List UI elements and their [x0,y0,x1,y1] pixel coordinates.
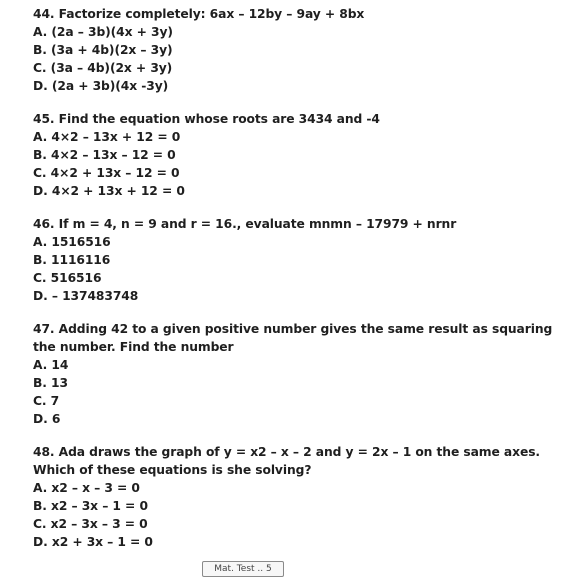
option-b: B. 13 [33,376,68,390]
question-45 [33,110,553,200]
quiz-content [33,5,553,566]
option-d: D. 4×2 + 13x + 12 = 0 [33,184,185,198]
option-d: D. 6 [33,412,61,426]
option-c: C. x2 – 3x – 3 = 0 [33,517,148,531]
option-b: B. 4×2 – 13x – 12 = 0 [33,148,176,162]
option-b: B. 1116116 [33,253,111,267]
option-a: A. (2a – 3b)(4x + 3y) [33,25,173,39]
option-a: A. x2 – x – 3 = 0 [33,481,140,495]
option-c: C. 516516 [33,271,102,285]
question-44 [33,5,553,95]
question-text: 46. If m = 4, n = 9 and r = 16., evaluate mnmn – 17979 + nrnr [33,217,457,231]
option-b: B. (3a + 4b)(2x – 3y) [33,43,173,57]
question-48 [33,443,553,551]
question-text: 47. Adding 42 to a given positive number gives the same result as squaring the number. Find the number [33,322,553,354]
option-c: C. 7 [33,394,60,408]
option-b: B. x2 – 3x – 1 = 0 [33,499,148,513]
option-d: D. x2 + 3x – 1 = 0 [33,535,153,549]
option-d: D. (2a + 3b)(4x -3y) [33,79,169,93]
question-47 [33,320,553,428]
option-a: A. 4×2 – 13x + 12 = 0 [33,130,181,144]
option-d: D. – 137483748 [33,289,139,303]
question-text: 44. Factorize completely: 6ax – 12by – 9ay + 8bx [33,7,365,21]
option-c: C. 4×2 + 13x – 12 = 0 [33,166,180,180]
question-text: 45. Find the equation whose roots are 3434 and -4 [33,112,380,126]
test-link-button[interactable]: Mat. Test .. 5 [202,561,284,577]
question-text: 48. Ada draws the graph of y = x2 – x – 2 and y = 2x – 1 on the same axes. Which of these equations is she solving? [33,445,540,477]
option-a: A. 1516516 [33,235,111,249]
option-a: A. 14 [33,358,69,372]
option-c: C. (3a – 4b)(2x + 3y) [33,61,173,75]
question-46 [33,215,553,305]
